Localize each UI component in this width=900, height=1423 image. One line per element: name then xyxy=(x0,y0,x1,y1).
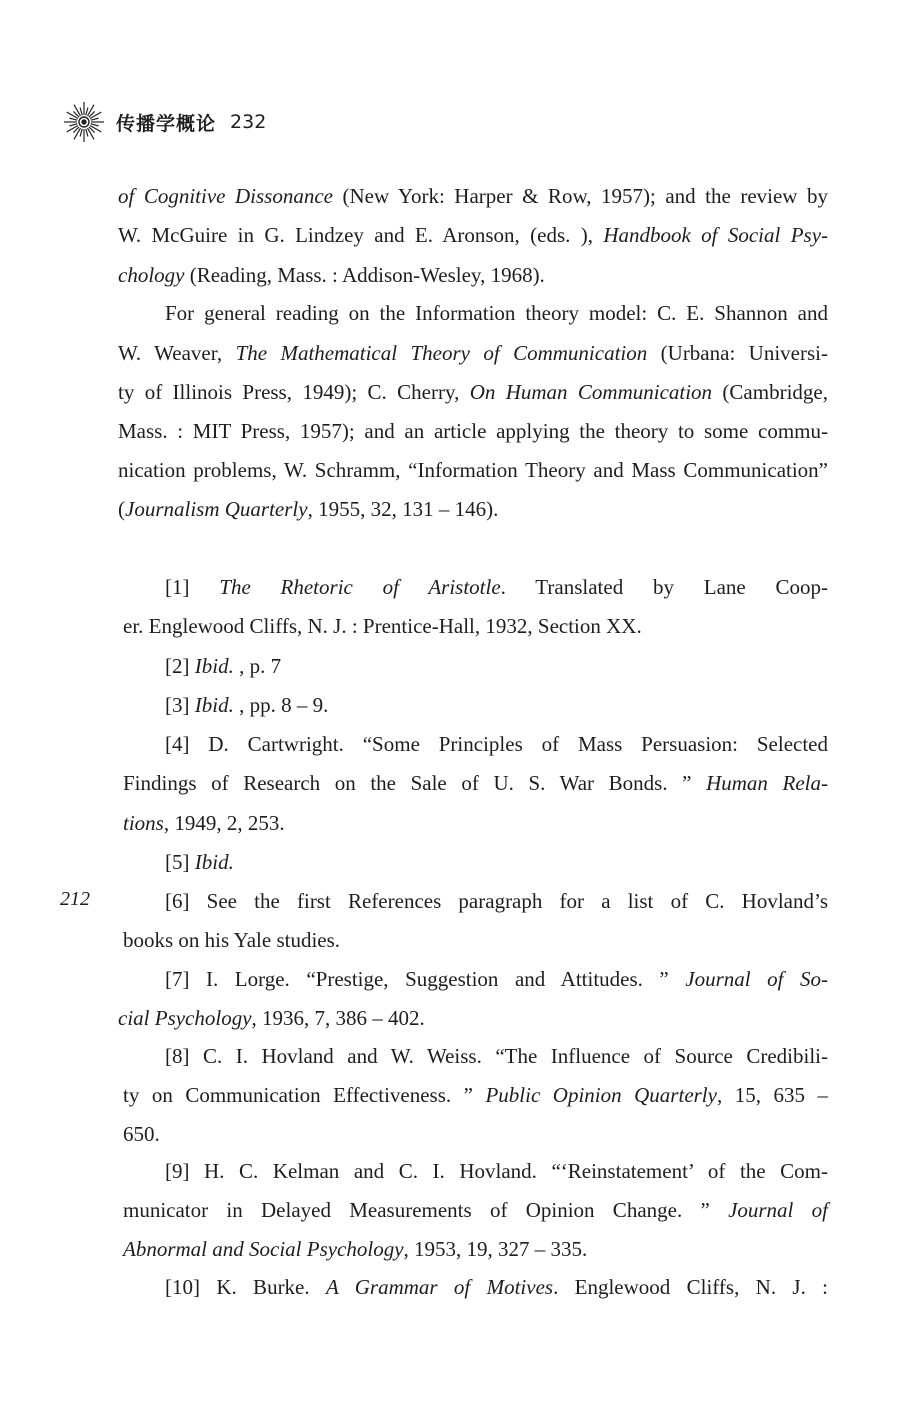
ref-line-1: of Cognitive Dissonance (New York: Harper & Row, 1957); and the review by xyxy=(118,184,828,208)
note-6-line-1: [6] See the first References paragraph for a list of C. Hovland’s xyxy=(165,889,828,913)
ref-line-9: (Journalism Quarterly, 1955, 32, 131 – 146). xyxy=(118,497,499,521)
note-6-line-2: books on his Yale studies. xyxy=(123,928,341,952)
note-1-line-2: er. Englewood Cliffs, N. J. : Prentice-Hall, 1932, Section XX. xyxy=(123,614,642,638)
running-header xyxy=(62,100,266,144)
note-10-line-1: [10] K. Burke. A Grammar of Motives. Englewood Cliffs, N. J. : xyxy=(165,1275,828,1299)
header-title: 传播学概论 xyxy=(116,112,217,135)
note-8-line-3: 650. xyxy=(123,1122,160,1146)
margin-page-number: 212 xyxy=(60,888,90,910)
header-page-number: 232 xyxy=(230,111,267,133)
note-7-line-2: cial Psychology, 1936, 7, 386 – 402. xyxy=(118,1006,425,1030)
note-9-line-2: municator in Delayed Measurements of Opinion Change. ” Journal of xyxy=(123,1198,828,1222)
note-8-line-1: [8] C. I. Hovland and W. Weiss. “The Influence of Source Credibili- xyxy=(165,1044,828,1068)
ref-line-6: ty of Illinois Press, 1949); C. Cherry, On Human Communication (Cambridge, xyxy=(118,380,828,404)
note-2: [2] Ibid. , p. 7 xyxy=(165,654,282,678)
ref-line-4: For general reading on the Information theory model: C. E. Shannon and xyxy=(165,301,828,325)
note-3: [3] Ibid. , pp. 8 – 9. xyxy=(165,693,329,717)
note-5: [5] Ibid. xyxy=(165,850,234,874)
note-7-line-1: [7] I. Lorge. “Prestige, Suggestion and Attitudes. ” Journal of So- xyxy=(165,967,828,991)
note-8-line-2: ty on Communication Effectiveness. ” Public Opinion Quarterly, 15, 635 – xyxy=(123,1083,828,1107)
note-4-line-1: [4] D. Cartwright. “Some Principles of Mass Persuasion: Selected xyxy=(165,732,828,756)
ref-line-8: nication problems, W. Schramm, “Information Theory and Mass Communication” xyxy=(118,458,828,482)
note-9-line-3: Abnormal and Social Psychology, 1953, 19, 327 – 335. xyxy=(123,1237,588,1261)
note-9-line-1: [9] H. C. Kelman and C. I. Hovland. “‘Reinstatement’ of the Com- xyxy=(165,1159,828,1183)
note-4-line-2: Findings of Research on the Sale of U. S. War Bonds. ” Human Rela- xyxy=(123,771,828,795)
ref-line-3: chology (Reading, Mass. : Addison-Wesley, 1968). xyxy=(118,263,545,287)
ref-line-7: Mass. : MIT Press, 1957); and an article applying the theory to some commu- xyxy=(118,419,828,443)
ref-line-5: W. Weaver, The Mathematical Theory of Communication (Urbana: Universi- xyxy=(118,341,828,365)
note-1-line-1: [1] The Rhetoric of Aristotle. Translated by Lane Coop- xyxy=(165,575,828,599)
sunflower-ornament-icon xyxy=(62,100,106,144)
note-4-line-3: tions, 1949, 2, 253. xyxy=(123,811,285,835)
ref-line-2: W. McGuire in G. Lindzey and E. Aronson, (eds. ), Handbook of Social Psy- xyxy=(118,223,829,247)
